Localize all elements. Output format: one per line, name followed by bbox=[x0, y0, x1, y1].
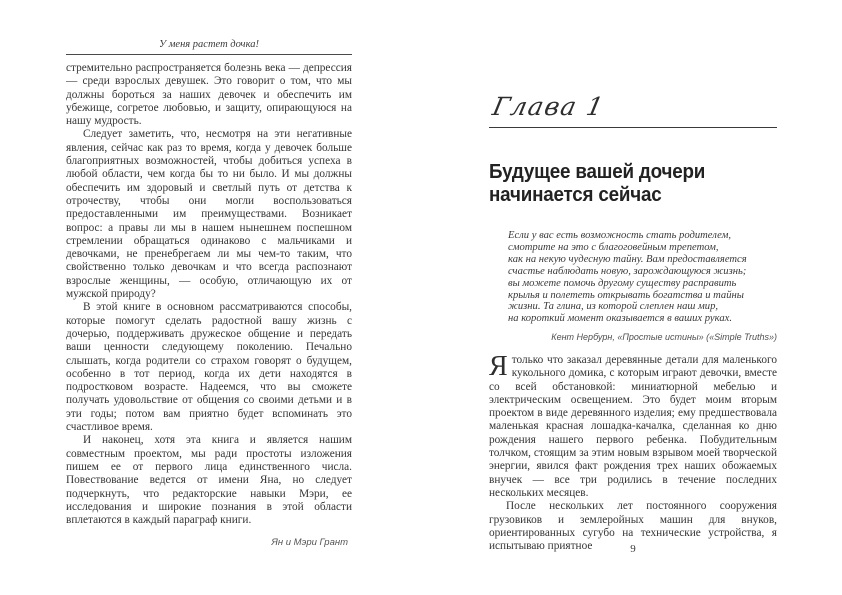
drop-cap: Я bbox=[489, 351, 508, 382]
epigraph-line: вы можете помочь другому существу расправить bbox=[508, 277, 737, 289]
left-page bbox=[66, 38, 352, 550]
page-number: 9 bbox=[630, 543, 636, 555]
paragraph-text: только что заказал деревянные детали для маленького кукольного домика, с которым играют девочки, вместе со всей обстановкой: миниатюрной мебелью и электрическим освещением. Это будет моим вторым проектом в виде деревянного изделия; ему предшествовала маленькая красная лошадка-качалка, сделанная ко дню рождения нашего первого ребенка. Побудительным толчком, стоящим за этим новым взрывом моей творческой энергии, явился факт рождения трех наших обожаемых внучек — все три родились в течение последних нескольких месяцев. bbox=[489, 354, 777, 499]
paragraph: После нескольких лет постоянного сооружения грузовиков и землеройных машин для внуков, ориентированных сугубо на технические устройства, я испытываю приятное bbox=[489, 500, 777, 553]
chapter-label: Глава 1 bbox=[489, 92, 608, 121]
author-signature: Ян и Мэри Грант bbox=[271, 537, 348, 549]
epigraph-line: счастье наблюдать новую, зарождающуюся жизнь; bbox=[508, 265, 747, 277]
epigraph-attribution: Кент Нербурн, «Простые истины» («Simple Truths») bbox=[551, 332, 777, 343]
paragraph: Следует заметить, что, несмотря на эти негативные явления, сейчас как раз то время, когда у девочек больше благоприятных возможностей, чтобы добиться успеха в любой области, чем когда бы то ни было. И мы должны обеспечить им здоровый и светлый путь от детства к отрочеству, чтобы они могли воспользоваться предоставленными им преимуществами. Возникает вопрос: а правы ли мы в нашем нынешнем поспешном стремлении обращаться одинаково с мальчиками и девочками, не пренебрегаем ли мы чем-то таким, что свойственно только девочкам и что всегда распознают взрослые женщины, — особую, отличающую их от мужской природу? bbox=[66, 128, 352, 301]
paragraph: В этой книге в основном рассматриваются способы, которые помогут сделать радостной вашу жизнь с дочерью, поддерживать дружеское общение и передать ваши ценности следующему поколению. Печально слышать, когда родители со страхом говорят о будущем, особенно в тот период, когда их дети находятся в подростковом возрасте. Надеемся, что вы сможете получать удовольствие от общения со своими детьми и в эти годы; потом вам приятно будет вспоминать это счастливое время. bbox=[66, 301, 352, 434]
epigraph-line: как на некую чудесную тайну. Вам предоставляется bbox=[508, 253, 747, 265]
chapter-label-rule bbox=[489, 93, 777, 128]
paragraph: И наконец, хотя эта книга и является нашим совместным проектом, мы ради простоты изложения пишем ее от первого лица единственного числа. Повествование ведется от имени Яна, но следует подчеркнуть, что редакторские навыки Мэри, ее исследования и широкие познания в этой области вплетаются в каждый параграф книги. bbox=[66, 434, 352, 527]
left-page-body bbox=[66, 62, 352, 550]
epigraph-line: смотрите на это с благоговейным трепетом, bbox=[508, 241, 719, 253]
right-page bbox=[489, 38, 777, 559]
epigraph-line: крылья и полететь открывать богатства и тайны bbox=[508, 289, 744, 301]
paragraph bbox=[489, 351, 777, 500]
epigraph-line: Если у вас есть возможность стать родителем, bbox=[508, 230, 731, 241]
epigraph bbox=[508, 230, 777, 344]
running-head: У меня растет дочка! bbox=[66, 38, 352, 55]
epigraph-line: жизни. Та глина, из которой слеплен наш мир, bbox=[508, 301, 719, 313]
chapter-title: Будущее вашей дочери начинается сейчас bbox=[489, 161, 706, 206]
epigraph-line: на короткий момент оказывается в ваших руках. bbox=[508, 313, 732, 325]
right-page-body bbox=[489, 351, 777, 553]
paragraph: стремительно распространяется болезнь века — депрессия — среди взрослых девушек. Это говорит о том, что мы должны бороться за наших девочек и обеспечить им убежище, согретое любовью, и защиту, опирающуюся на нашу мудрость. bbox=[66, 62, 352, 128]
